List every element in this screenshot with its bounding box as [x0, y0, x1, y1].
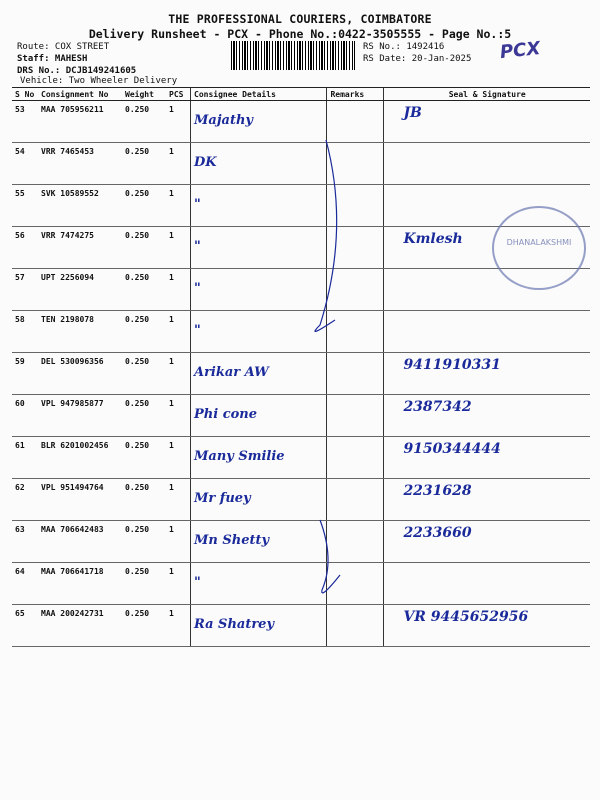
- row-remarks: [327, 185, 384, 227]
- row-sno: 56: [12, 227, 38, 269]
- row-consignee: [191, 269, 327, 311]
- row-consignee: [191, 353, 327, 395]
- row-consignment-no: VPL 951494764: [38, 479, 122, 521]
- row-pcs: 1: [166, 353, 191, 395]
- row-pcs: 1: [166, 311, 191, 353]
- rs-number: RS No.: 1492416: [363, 42, 445, 52]
- row-weight: 0.250: [122, 101, 166, 143]
- row-consignment-no: UPT 2256094: [38, 269, 122, 311]
- row-consignment-no: MAA 705956211: [38, 101, 122, 143]
- row-remarks: [327, 353, 384, 395]
- row-pcs: 1: [166, 605, 191, 647]
- row-consignee: [191, 143, 327, 185]
- row-sno: 61: [12, 437, 38, 479]
- row-seal-signature: [384, 101, 590, 143]
- row-seal-signature: [384, 437, 590, 479]
- row-sno: 58: [12, 311, 38, 353]
- row-sno: 63: [12, 521, 38, 563]
- handwritten-consignee: ": [194, 281, 201, 296]
- table-row: [12, 101, 590, 143]
- row-remarks: [327, 395, 384, 437]
- table-row: [12, 437, 590, 479]
- row-weight: 0.250: [122, 521, 166, 563]
- row-remarks: [327, 227, 384, 269]
- header-seal: Seal & Signature: [384, 88, 590, 101]
- row-weight: 0.250: [122, 605, 166, 647]
- table-row: [12, 563, 590, 605]
- header-remarks: Remarks: [327, 88, 384, 101]
- row-consignment-no: VRR 7474275: [38, 227, 122, 269]
- table-row: [12, 353, 590, 395]
- row-weight: 0.250: [122, 395, 166, 437]
- row-pcs: 1: [166, 185, 191, 227]
- handwritten-consignee: Arikar AW: [194, 365, 269, 380]
- row-sno: 65: [12, 605, 38, 647]
- handwritten-signature: 9150344444: [403, 441, 501, 457]
- row-sno: 55: [12, 185, 38, 227]
- row-weight: 0.250: [122, 353, 166, 395]
- row-consignee: [191, 311, 327, 353]
- row-pcs: 1: [166, 437, 191, 479]
- handwritten-consignee: Mn Shetty: [194, 533, 270, 548]
- header-consignment: Consignment No: [38, 88, 122, 101]
- row-pcs: 1: [166, 143, 191, 185]
- pcx-stamp: PCX: [499, 37, 542, 64]
- row-pcs: 1: [166, 395, 191, 437]
- row-consignee: [191, 521, 327, 563]
- handwritten-consignee: Ra Shatrey: [194, 617, 274, 632]
- handwritten-signature: 2387342: [403, 399, 472, 415]
- row-seal-signature: [384, 143, 590, 185]
- handwritten-signature: 9411910331: [403, 357, 501, 373]
- row-seal-signature: [384, 311, 590, 353]
- row-sno: 54: [12, 143, 38, 185]
- table-header-row: [12, 88, 590, 101]
- handwritten-consignee: Mr fuey: [194, 491, 251, 506]
- table-row: [12, 521, 590, 563]
- seal-stamp-text: DHANALAKSHMI: [506, 238, 572, 247]
- row-consignment-no: SVK 10589552: [38, 185, 122, 227]
- staff-label: Staff: MAHESH: [17, 54, 88, 64]
- row-consignment-no: MAA 200242731: [38, 605, 122, 647]
- row-consignment-no: TEN 2198078: [38, 311, 122, 353]
- handwritten-consignee: Majathy: [194, 113, 253, 128]
- row-remarks: [327, 563, 384, 605]
- row-consignee: [191, 101, 327, 143]
- handwritten-signature: JB: [403, 105, 422, 121]
- row-pcs: 1: [166, 563, 191, 605]
- row-seal-signature: [384, 605, 590, 647]
- runsheet-table: [12, 87, 590, 647]
- sheet-subtitle: Delivery Runsheet - PCX - Phone No.:0422-3505555 - Page No.:5: [88, 27, 512, 41]
- header-sno: S No: [12, 88, 38, 101]
- handwritten-signature: Kmlesh: [403, 231, 463, 247]
- handwritten-consignee: Many Smilie: [194, 449, 285, 464]
- vehicle-label: Vehicle: Two Wheeler Delivery: [20, 76, 178, 86]
- row-sno: 59: [12, 353, 38, 395]
- row-remarks: [327, 521, 384, 563]
- row-consignment-no: VRR 7465453: [38, 143, 122, 185]
- barcode: [231, 41, 355, 70]
- row-weight: 0.250: [122, 143, 166, 185]
- row-remarks: [327, 437, 384, 479]
- table-row: [12, 311, 590, 353]
- row-remarks: [327, 479, 384, 521]
- row-sno: 53: [12, 101, 38, 143]
- row-consignee: [191, 605, 327, 647]
- handwritten-signature: 2233660: [403, 525, 472, 541]
- rs-date: RS Date: 20-Jan-2025: [363, 54, 472, 64]
- row-sno: 64: [12, 563, 38, 605]
- row-remarks: [327, 311, 384, 353]
- row-pcs: 1: [166, 269, 191, 311]
- row-pcs: 1: [166, 101, 191, 143]
- row-consignment-no: MAA 706641718: [38, 563, 122, 605]
- row-remarks: [327, 605, 384, 647]
- row-weight: 0.250: [122, 563, 166, 605]
- row-remarks: [327, 269, 384, 311]
- row-weight: 0.250: [122, 185, 166, 227]
- handwritten-signature: 2231628: [403, 483, 472, 499]
- table-row: [12, 479, 590, 521]
- row-consignee: [191, 227, 327, 269]
- handwritten-consignee: Phi cone: [194, 407, 258, 422]
- row-pcs: 1: [166, 227, 191, 269]
- header-weight: Weight: [122, 88, 166, 101]
- row-weight: 0.250: [122, 311, 166, 353]
- route-label: Route: COX STREET: [17, 42, 110, 52]
- row-consignment-no: MAA 706642483: [38, 521, 122, 563]
- row-seal-signature: [384, 353, 590, 395]
- row-sno: 62: [12, 479, 38, 521]
- row-consignee: [191, 437, 327, 479]
- row-sno: 60: [12, 395, 38, 437]
- row-weight: 0.250: [122, 479, 166, 521]
- row-remarks: [327, 101, 384, 143]
- row-consignment-no: VPL 947985877: [38, 395, 122, 437]
- row-consignee: [191, 185, 327, 227]
- row-consignment-no: BLR 6201002456: [38, 437, 122, 479]
- handwritten-consignee: ": [194, 197, 201, 212]
- sheet-title: THE PROFESSIONAL COURIERS, COIMBATORE: [168, 12, 432, 26]
- row-pcs: 1: [166, 521, 191, 563]
- row-seal-signature: [384, 479, 590, 521]
- row-seal-signature: [384, 521, 590, 563]
- handwritten-consignee: ": [194, 323, 201, 338]
- row-consignment-no: DEL 530096356: [38, 353, 122, 395]
- row-consignee: [191, 395, 327, 437]
- row-pcs: 1: [166, 479, 191, 521]
- row-weight: 0.250: [122, 227, 166, 269]
- table-row: [12, 143, 590, 185]
- handwritten-signature: VR 9445652956: [403, 609, 529, 625]
- row-seal-signature: [384, 563, 590, 605]
- table-row: [12, 395, 590, 437]
- row-consignee: [191, 563, 327, 605]
- drs-number: DRS No.: DCJB149241605: [17, 66, 137, 76]
- row-consignee: [191, 479, 327, 521]
- row-seal-signature: [384, 395, 590, 437]
- header-consignee: Consignee Details: [191, 88, 327, 101]
- row-weight: 0.250: [122, 269, 166, 311]
- row-remarks: [327, 143, 384, 185]
- handwritten-consignee: DK: [194, 155, 217, 170]
- table-row: [12, 605, 590, 647]
- handwritten-consignee: ": [194, 239, 201, 254]
- dhanalakshmi-seal: [492, 206, 586, 290]
- row-sno: 57: [12, 269, 38, 311]
- handwritten-consignee: ": [194, 575, 201, 590]
- row-weight: 0.250: [122, 437, 166, 479]
- header-pcs: PCS: [166, 88, 191, 101]
